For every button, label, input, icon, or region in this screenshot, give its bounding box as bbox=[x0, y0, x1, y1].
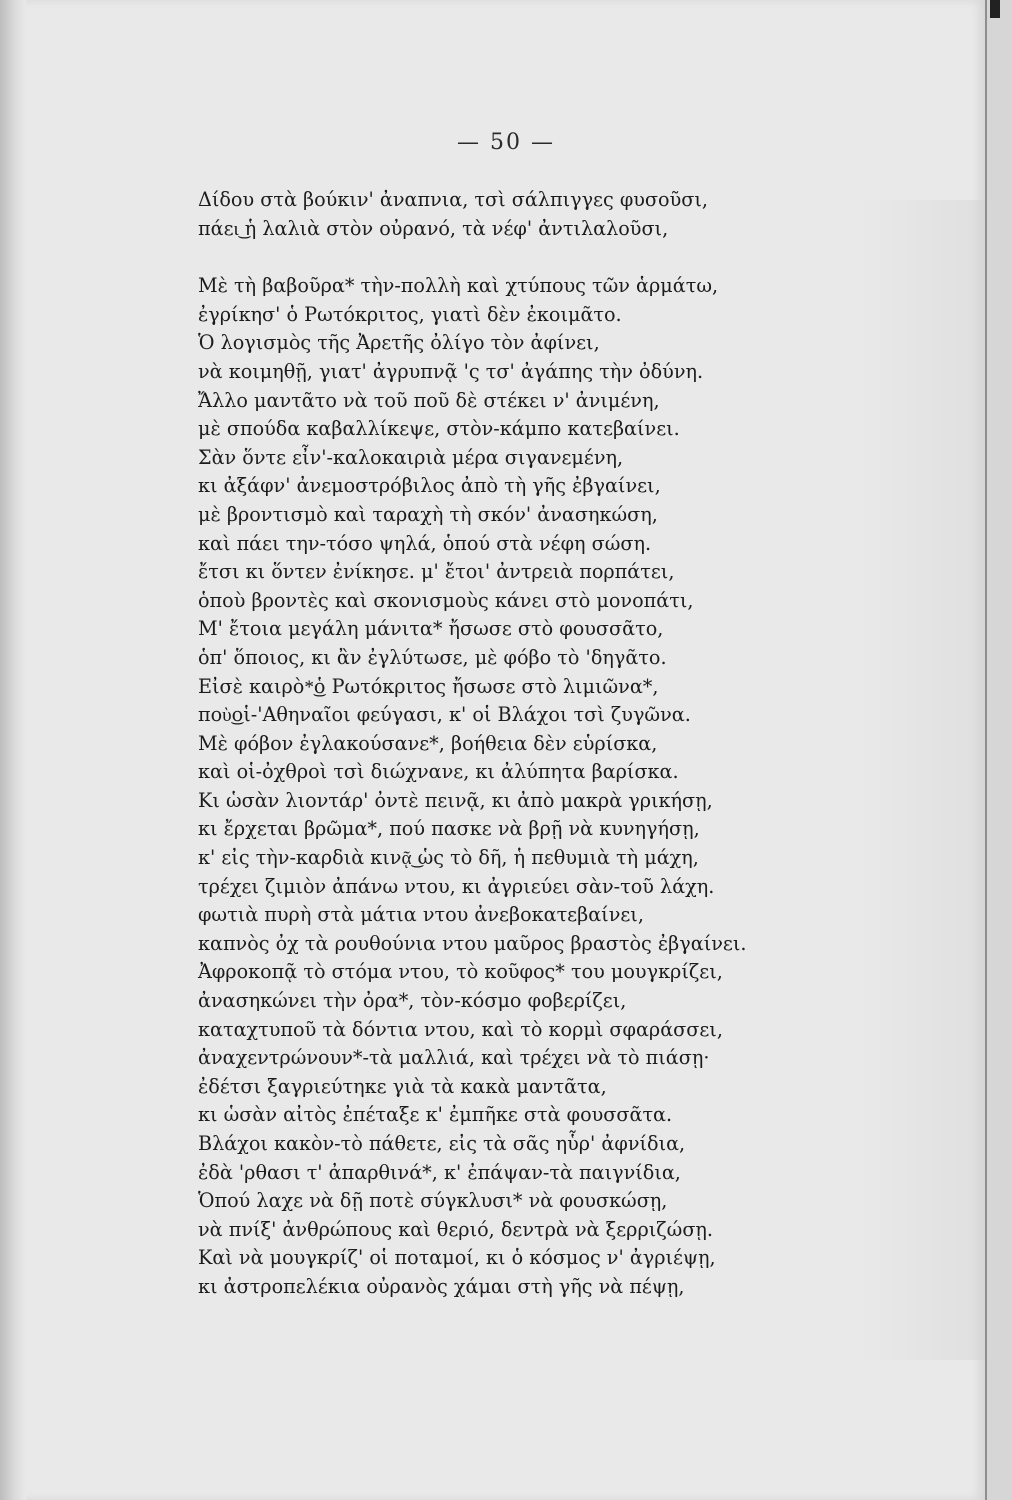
page-number: — 50 — bbox=[457, 130, 555, 155]
poem-line: καταχτυποῦ τὰ δόντια ντου, καὶ τὸ κορμὶ σφαράσσει, bbox=[198, 1017, 723, 1041]
poem-line: νὰ κοιμηθῇ, γιατ' ἀγρυπνᾷ 'ς τσ' ἀγάπης τὴν ὀδύνη. bbox=[198, 359, 704, 383]
poem-line: Καὶ νὰ μουγκρίζ' οἱ ποταμοί, κι ὁ κόσμος ν' ἀγριέψῃ, bbox=[198, 1246, 716, 1270]
poem-line: ὁπ' ὅποιος, κι ἂν ἐγλύτωσε, μὲ φόβο τὸ 'δηγᾶτο. bbox=[198, 645, 667, 669]
poem-line: καὶ οἱ-ὀχθροὶ τσὶ διώχνανε, κι ἀλύπητα βαρίσκα. bbox=[198, 760, 679, 784]
poem-line: ἔτσι κι ὅντεν ἐνίκησε. μ' ἔτοι' ἀντρειὰ πορπάτει, bbox=[198, 560, 675, 584]
poem-line: καὶ πάει την-τόσο ψηλά, ὁπού στὰ νέφη σώση. bbox=[198, 531, 652, 555]
poem-line bbox=[198, 1330, 858, 1359]
poem-line: τρέχει ζιμιὸν ἀπάνω ντου, κι ἀγριεύει σὰν-τοῦ λάχη. bbox=[198, 874, 715, 898]
poem-line: Εἰσὲ καιρὸ*͜ὁ Ρωτόκριτος ἤσωσε στὸ λιμιῶνα*, bbox=[198, 674, 659, 698]
poem-line: μὲ βροντισμὸ καὶ ταραχὴ τὴ σκόν' ἀνασηκώση, bbox=[198, 502, 658, 526]
poem-line: Μ' ἔτοια μεγάλη μάνιτα* ἤσωσε στὸ φουσσᾶτο, bbox=[198, 617, 664, 641]
poem-line bbox=[198, 1302, 858, 1331]
poem-line: μὲ σπούδα καβαλλίκεψε, στὸν-κάμπο κατεβαίνει. bbox=[198, 417, 680, 441]
poem-line: ἐδέτσι ξαγριεύτηκε γιὰ τὰ κακὰ μαντᾶτα, bbox=[198, 1074, 607, 1098]
poem-line: νὰ πνίξ' ἀνθρώπους καὶ θεριό, δεντρὰ νὰ ξερριζώσῃ. bbox=[198, 1217, 714, 1241]
poem-line: ἐγρίκησ' ὁ Ρωτόκριτος, γιατὶ δὲν ἐκοιμᾶτο. bbox=[198, 302, 622, 326]
stanza-separator bbox=[198, 243, 858, 272]
poem-line: φωτιὰ πυρὴ στὰ μάτια ντου ἀνεβοκατεβαίνει, bbox=[198, 903, 644, 927]
poem-line: κι ἀξάφν' ἀνεμοστρόβιλος ἀπὸ τὴ γῆς ἐβγαίνει, bbox=[198, 474, 661, 498]
poem-line: ἐδὰ 'ρθασι τ' ἀπαρθινά*, κ' ἐπάψαν-τὰ παιγνίδια, bbox=[198, 1160, 681, 1184]
poem-line: ἀναχεντρώνουν*-τὰ μαλλιά, καὶ τρέχει νὰ τὸ πιάσῃ· bbox=[198, 1046, 710, 1070]
poem-line: ποὺ͜οἱ-'Αθηναῖοι φεύγασι, κ' οἱ Βλάχοι τσὶ ζυγῶνα. bbox=[198, 703, 691, 727]
poem-line: καπνὸς ὀχ τὰ ρουθούνια ντου μαῦρος βραστὸς ἐβγαίνει. bbox=[198, 931, 747, 955]
poem-line: Βλάχοι κακὸν-τὸ πάθετε, εἰς τὰ σᾶς ηὗρ' ἀφνίδια, bbox=[198, 1132, 686, 1155]
poem-line: ἀνασηκώνει τὴν ὀρα*, τὸν-κόσμο φοβερίζει, bbox=[198, 989, 627, 1013]
poem-line: Ὁ λογισμὸς τῆς Ἀρετῆς ὀλίγο τὸν ἀφίνει, bbox=[198, 331, 600, 355]
show-through-area bbox=[860, 200, 985, 1360]
poem-text bbox=[198, 186, 858, 1359]
adjacent-page-edge bbox=[985, 0, 1012, 1500]
page-edge-mark bbox=[990, 0, 1000, 18]
poem-line: Ἄλλο μαντᾶτο νὰ τοῦ ποῦ δὲ στέκει ν' ἀνιμένη, bbox=[198, 388, 660, 412]
poem-line: ὁποὺ βροντὲς καὶ σκονισμοὺς κάνει στὸ μονοπάτι, bbox=[198, 588, 694, 612]
poem-line: κι ὡσὰν αἰτὸς ἐπέταξε κ' ἐμπῆκε στὰ φουσσᾶτα. bbox=[198, 1103, 673, 1127]
poem-line: Κι ὡσὰν λιοντάρ' ὀντὲ πεινᾷ, κι ἀπὸ μακρὰ γρικήσῃ, bbox=[198, 788, 713, 812]
poem-line: κι ἔρχεται βρῶμα*, πού πασκε νὰ βρῇ νὰ κυνηγήσῃ, bbox=[198, 817, 700, 841]
poem-line: Ὁπού λαχε νὰ δῇ ποτὲ σύγκλυσι* νὰ φουσκώσῃ, bbox=[198, 1189, 668, 1213]
poem-line: Σὰν ὅντε εἶν'-καλοκαιριὰ μέρα σιγανεμένη, bbox=[198, 445, 624, 469]
poem-line: πάει͜ ἡ λαλιὰ στὸν οὐρανό, τὰ νέφ' ἀντιλαλοῦσι, bbox=[198, 216, 669, 240]
poem-line: κι ἀστροπελέκια οὐρανὸς χάμαι στὴ γῆς νὰ πέψῃ, bbox=[198, 1274, 685, 1298]
poem-line: Δίδου στὰ βούκιν' ἀναπνια, τσὶ σάλπιγγες φυσοῦσι, bbox=[198, 188, 708, 211]
poem-line: Μὲ τὴ βαβοῦρα* τὴν-πολλὴ καὶ χτύπους τῶν ἁρμάτω, bbox=[198, 274, 719, 298]
poem-line: Μὲ φόβον ἐγλακούσανε*, βοήθεια δὲν εὑρίσκα, bbox=[198, 731, 658, 755]
poem-line: κ' εἰς τὴν-καρδιὰ κινᾷ͜ ὡς τὸ δῆ, ἡ πεθυμιὰ τὴ μάχη, bbox=[198, 846, 699, 870]
page-binding-shadow bbox=[0, 0, 26, 1500]
poem-line: Ἀφροκοπᾷ τὸ στόμα ντου, τὸ κοῦφος* του μουγκρίζει, bbox=[198, 960, 723, 984]
